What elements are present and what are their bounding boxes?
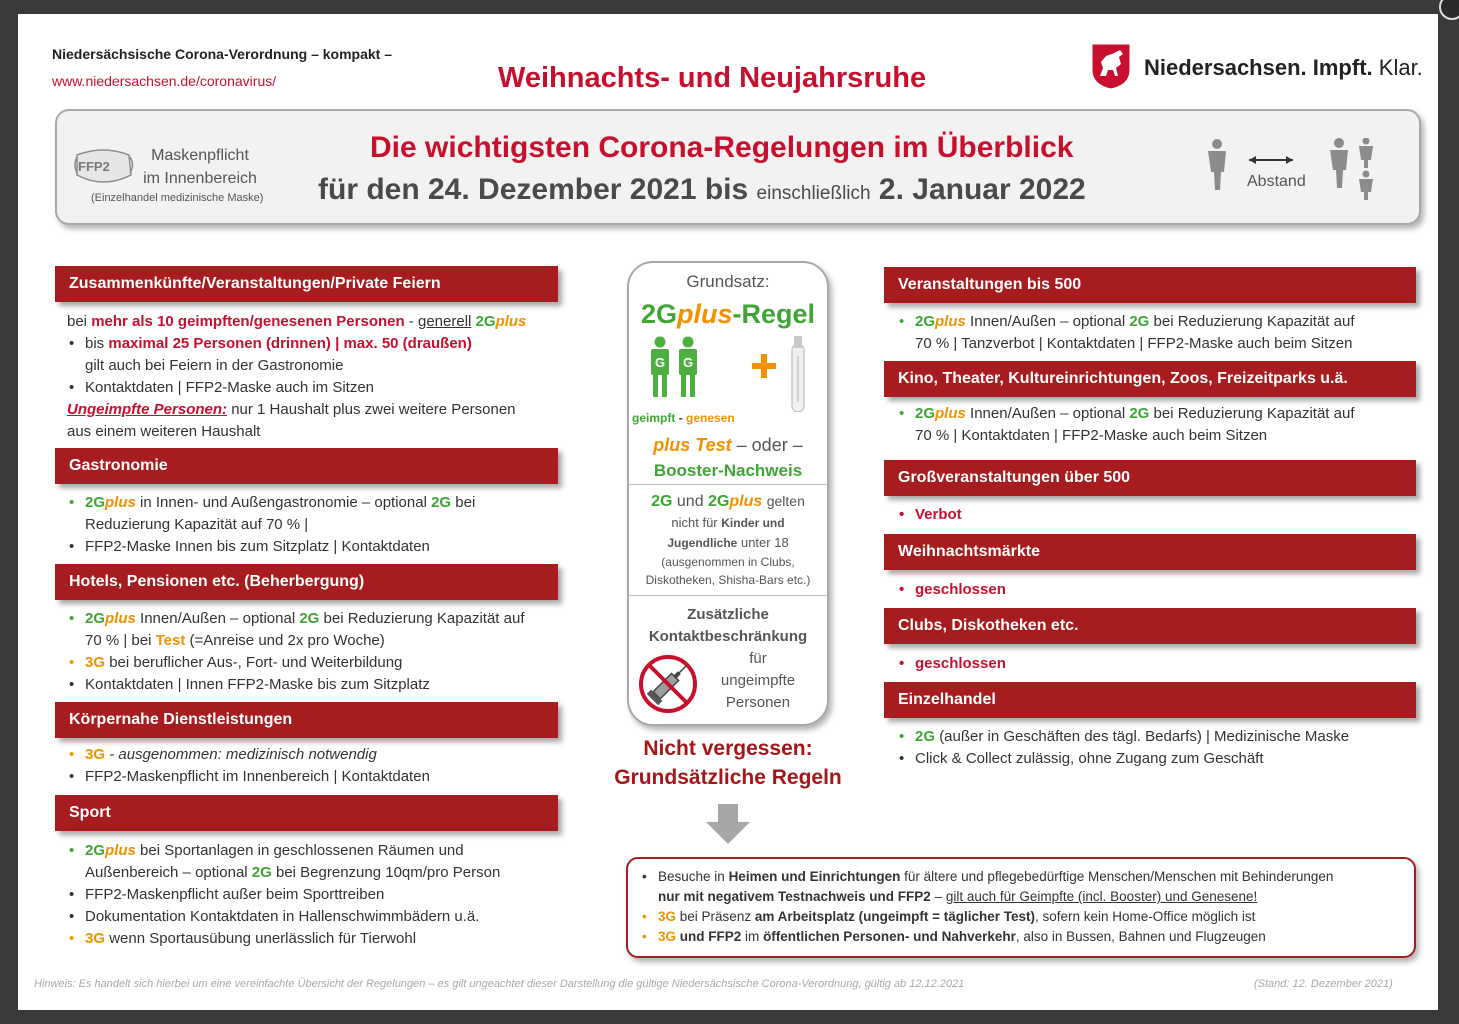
down-arrow-icon xyxy=(706,804,750,844)
gastronomy-line2: Reduzierung Kapazität auf 70 % | xyxy=(85,516,309,533)
principle-label: Grundsatz: xyxy=(686,272,770,291)
banner-title: Die wichtigsten Corona-Regelungen im Überblick xyxy=(370,131,1074,164)
footer-note: Hinweis: Es handelt sich hierbei um eine vereinfachte Übersicht der Regelungen – es gilt ungeachtet dieser Darstellung die gültige Niedersächsische Corona-Verordnung, gültig ab 12.12.2021 xyxy=(34,978,965,990)
source-url[interactable]: www.niedersachsen.de/coronavirus/ xyxy=(52,73,277,89)
body-services-line2: • FFP2-Maskenpflicht im Innenbereich | Kontaktdaten xyxy=(67,766,582,788)
mask-rule-line1: Maskenpflicht xyxy=(151,147,249,164)
banner-date xyxy=(318,173,1086,207)
section-christmas-markets-body xyxy=(897,579,1417,601)
date-start: für den 24. Dezember 2021 bis xyxy=(318,173,749,206)
ffp2-badge: FFP2 xyxy=(78,159,110,174)
general-rules-body xyxy=(640,867,1412,947)
kids-exception: 2G und 2Gplus gelten nicht für Kinder und Jugendliche unter 18 (ausgenommen in Clubs, Diskotheken, Shisha-Bars etc.) xyxy=(645,493,811,587)
ffp2-mask-icon xyxy=(73,145,135,189)
events-500-line2: 70 % | Tanzverbot | Kontaktdaten | FFP2-Maske auch beim Sitzen xyxy=(915,335,1353,352)
contact-restriction-target: für ungeimpfte Personen xyxy=(720,650,796,711)
svg-text:G: G xyxy=(654,355,666,370)
gatherings-line4: • Kontaktdaten | FFP2-Maske auch im Sitzen xyxy=(67,377,582,399)
mask-rule xyxy=(130,144,270,190)
gatherings-line2: • bis maximal 25 Personen (drinnen) | max. 50 (draußen) xyxy=(67,333,582,355)
close-icon[interactable] xyxy=(1439,0,1459,20)
date-end: 2. Januar 2022 xyxy=(878,173,1086,206)
section-gatherings: Zusammenkünfte/Veranstaltungen/Private Feiern xyxy=(55,266,558,302)
ordinance-label: Niedersächsische Corona-Verordnung – kompakt – xyxy=(52,46,392,62)
mask-note: (Einzelhandel medizinische Maske) xyxy=(91,192,264,204)
section-large-events-body xyxy=(897,504,1417,526)
section-events-500: Veranstaltungen bis 500 xyxy=(884,267,1416,303)
section-gastronomy: Gastronomie xyxy=(55,448,558,484)
no-vaccine-icon xyxy=(638,654,698,714)
hotels-line1: • 2Gplus Innen/Außen – optional 2G bei Reduzierung Kapazität auf xyxy=(67,608,582,630)
reminder-heading: Nicht vergessen: Grundsätzliche Regeln xyxy=(614,737,842,789)
section-large-events: Großveranstaltungen über 500 xyxy=(884,460,1416,496)
section-clubs-body xyxy=(897,653,1417,675)
principle-rule: 2Gplus-Regel xyxy=(640,299,816,329)
distance-pictogram xyxy=(1201,138,1381,204)
footer-stand: (Stand: 12. Dezember 2021) xyxy=(1254,978,1393,990)
section-christmas-markets: Weihnachtsmärkte xyxy=(884,534,1416,570)
sport-line5: • 3G wenn Sportausübung unerlässlich für Tierwohl xyxy=(67,928,582,950)
gatherings-line6: aus einem weiteren Haushalt xyxy=(67,423,261,440)
gatherings-line1: bei mehr als 10 geimpften/genesenen Personen - generell 2Gplus xyxy=(67,313,527,330)
infographic-page xyxy=(18,14,1438,1010)
hotels-line2: 70 % | bei Test (=Anreise und 2x pro Woche) xyxy=(85,632,385,649)
brand-slogan xyxy=(1144,55,1423,81)
mask-rule-line2: im Innenbereich xyxy=(143,170,257,187)
contact-restriction-title: Zusätzliche Kontaktbeschränkung xyxy=(648,606,808,645)
culture-line1: • 2Gplus Innen/Außen – optional 2G bei Reduzierung Kapazität auf xyxy=(897,403,1417,425)
events-500-line1: • 2Gplus Innen/Außen – optional 2G bei Reduzierung Kapazität auf xyxy=(897,311,1417,333)
large-events-ban: • Verbot xyxy=(897,504,1417,526)
vaccinated-recovered-icon xyxy=(648,336,808,412)
section-hotels-body xyxy=(67,608,582,696)
section-clubs: Clubs, Diskotheken etc. xyxy=(884,608,1416,644)
section-body-services: Körpernahe Dienstleistungen xyxy=(55,702,558,738)
body-services-line1: • 3G - ausgenommen: medizinisch notwendig xyxy=(67,744,582,766)
rule-workplace: • 3G bei Präsenz am Arbeitsplatz (ungeimpft = täglicher Test), sofern kein Home-Office möglich ist xyxy=(640,907,1412,927)
panel-divider-2 xyxy=(629,595,827,596)
christmas-markets-status: • geschlossen xyxy=(897,579,1417,601)
panel-divider-1 xyxy=(629,484,827,485)
gastronomy-line1: • 2Gplus in Innen- und Außengastronomie – optional 2G bei xyxy=(67,492,582,514)
figure-legend: geimpft - genesen xyxy=(632,411,735,425)
hotels-line3: • 3G bei beruflicher Aus-, Fort- und Weiterbildung xyxy=(67,652,582,674)
brand-slogan-bold: Niedersachsen. Impft. xyxy=(1144,55,1373,80)
svg-text:G: G xyxy=(682,355,694,370)
horse-logo-icon xyxy=(1090,42,1132,90)
sport-line2: Außenbereich – optional 2G bei Begrenzung 10qm/pro Person xyxy=(85,864,501,881)
sport-line4: • Dokumentation Kontaktdaten in Hallenschwimmbädern u.ä. xyxy=(67,906,582,928)
retail-line1: • 2G (außer in Geschäften des tägl. Bedarfs) | Medizinische Maske xyxy=(897,726,1417,748)
section-retail: Einzelhandel xyxy=(884,682,1416,718)
hotels-line4: • Kontaktdaten | Innen FFP2-Maske bis zum Sitzplatz xyxy=(67,674,582,696)
section-events-500-body xyxy=(897,311,1417,355)
gastronomy-line3: • FFP2-Maske Innen bis zum Sitzplatz | Kontaktdaten xyxy=(67,536,582,558)
section-body-services-body xyxy=(67,744,582,788)
distance-label: Abstand xyxy=(1247,173,1306,190)
date-inclusive: einschließlich xyxy=(756,183,871,204)
section-gastronomy-body xyxy=(67,492,582,558)
plus-test-line: plus Test – oder – xyxy=(653,435,803,455)
clubs-status: • geschlossen xyxy=(897,653,1417,675)
rule-public-transport: • 3G und FFP2 im öffentlichen Personen- und Nahverkehr, also in Bussen, Bahnen und Flugzeugen xyxy=(640,927,1412,947)
gatherings-line3: gilt auch bei Feiern in der Gastronomie xyxy=(85,357,344,374)
sport-line3: • FFP2-Maskenpflicht außer beim Sporttreiben xyxy=(67,884,582,906)
gatherings-line5: Ungeimpfte Personen: nur 1 Haushalt plus zwei weitere Personen xyxy=(67,401,516,418)
section-hotels: Hotels, Pensionen etc. (Beherbergung) xyxy=(55,564,558,600)
culture-line2: 70 % | Kontaktdaten | FFP2-Maske auch beim Sitzen xyxy=(915,427,1268,444)
booster-label: Booster-Nachweis xyxy=(653,461,803,480)
page-title: Weihnachts- und Neujahrsruhe xyxy=(498,62,927,94)
rule-care-homes-test: nur mit negativem Testnachweis und FFP2 – gilt auch für Geimpfte (incl. Booster) und Genesene! xyxy=(658,889,1258,904)
section-sport-body xyxy=(67,840,582,950)
section-sport: Sport xyxy=(55,795,558,831)
retail-line2: • Click & Collect zulässig, ohne Zugang zum Geschäft xyxy=(897,748,1417,770)
section-gatherings-body xyxy=(67,311,582,443)
section-culture-body xyxy=(897,403,1417,447)
section-culture: Kino, Theater, Kultureinrichtungen, Zoos, Freizeitparks u.ä. xyxy=(884,361,1416,397)
brand-slogan-light: Klar. xyxy=(1378,55,1423,80)
rule-care-homes: • Besuche in Heimen und Einrichtungen für ältere und pflegebedürftige Menschen/Menschen mit Behinderungen xyxy=(640,867,1412,887)
section-retail-body xyxy=(897,726,1417,770)
sport-line1: • 2Gplus bei Sportanlagen in geschlossenen Räumen und xyxy=(67,840,582,862)
